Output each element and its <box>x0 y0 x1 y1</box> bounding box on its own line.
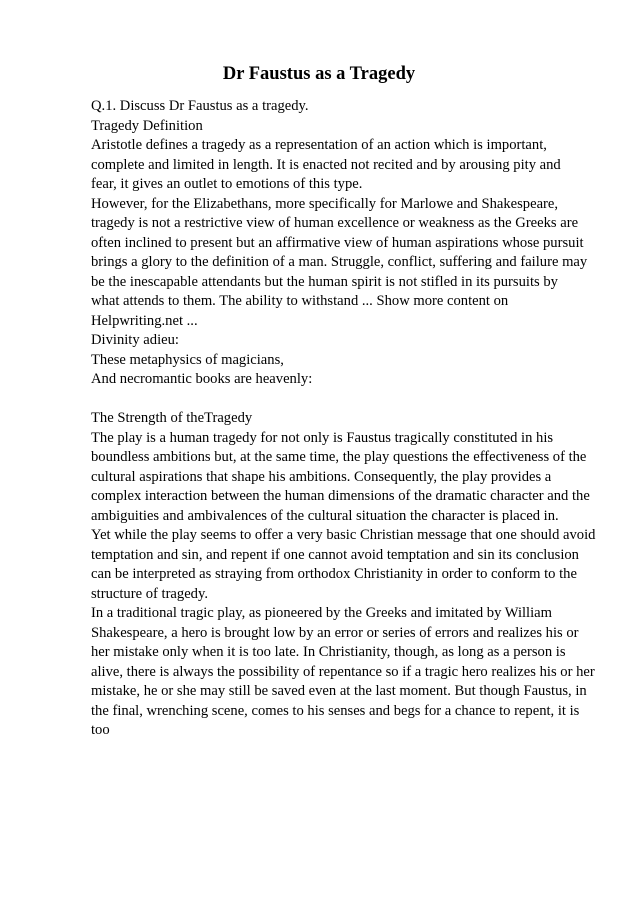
text-line: Helpwriting.net ... <box>91 312 198 329</box>
text-line: fear, it gives an outlet to emotions of this type. <box>91 176 363 192</box>
text-line: alive, there is always the possibility of repentance so if a tragic hero realizes his or her <box>91 663 595 680</box>
text-line: what attends to them. The ability to withstand ... Show more content on <box>91 293 509 309</box>
text-line: the final, wrenching scene, comes to his senses and begs for a chance to repent, it is <box>91 702 580 719</box>
text-line: However, for the Elizabethans, more specifically for Marlowe and Shakespeare, <box>91 195 559 212</box>
text-line: Divinity adieu: <box>91 332 179 348</box>
text-line: cultural aspirations that shape his ambitions. Consequently, the play provides a <box>91 468 552 485</box>
text-line: And necromantic books are heavenly: <box>91 371 313 387</box>
text-line: ambiguities and ambivalences of the cultural situation the character is placed in. <box>91 507 559 524</box>
text-line: These metaphysics of magicians, <box>91 351 284 368</box>
text-line: The play is a human tragedy for not only is Faustus tragically constituted in his <box>91 429 554 446</box>
text-line: The Strength of theTragedy <box>91 410 253 426</box>
text-line: Shakespeare, a hero is brought low by an error or series of errors and realizes his or <box>91 624 579 641</box>
text-line: complex interaction between the human dimensions of the dramatic character and the <box>91 488 590 504</box>
text-line: Aristotle defines a tragedy as a representation of an action which is important, <box>91 137 547 153</box>
blank-line <box>91 390 611 410</box>
text-line: often inclined to present but an affirmative view of human aspirations whose pursuit <box>91 234 584 251</box>
document-title: Dr Faustus as a Tragedy <box>222 64 416 84</box>
text-line: tragedy is not a restrictive view of human excellence or weakness as the Greeks are <box>91 215 579 231</box>
text-line: her mistake only when it is too late. In Christianity, though, as long as a person is <box>91 644 566 660</box>
text-line: Tragedy Definition <box>91 117 203 134</box>
text-line: can be interpreted as straying from orthodox Christianity in order to conform to the <box>91 566 577 582</box>
text-line: Yet while the play seems to offer a very basic Christian message that one should avoid <box>91 527 596 543</box>
text-line: structure of tragedy. <box>91 585 208 602</box>
text-line: Q.1. Discuss Dr Faustus as a tragedy. <box>91 98 309 114</box>
text-line: mistake, he or she may still be saved even at the last moment. But though Faustus, in <box>91 683 587 699</box>
text-line: temptation and sin, and repent if one cannot avoid temptation and sin its conclusion <box>91 546 579 563</box>
text-line: brings a glory to the definition of a man. Struggle, conflict, suffering and failure may <box>91 254 588 270</box>
text-line: be the inescapable attendants but the human spirit is not stifled in its pursuits by <box>91 273 558 290</box>
text-line: complete and limited in length. It is enacted not recited and by arousing pity and <box>91 156 561 173</box>
document-body <box>91 97 611 741</box>
text-line: too <box>91 722 110 738</box>
text-line: boundless ambitions but, at the same time, the play questions the effectiveness of the <box>91 449 587 465</box>
text-line: In a traditional tragic play, as pioneered by the Greeks and imitated by William <box>91 605 552 621</box>
